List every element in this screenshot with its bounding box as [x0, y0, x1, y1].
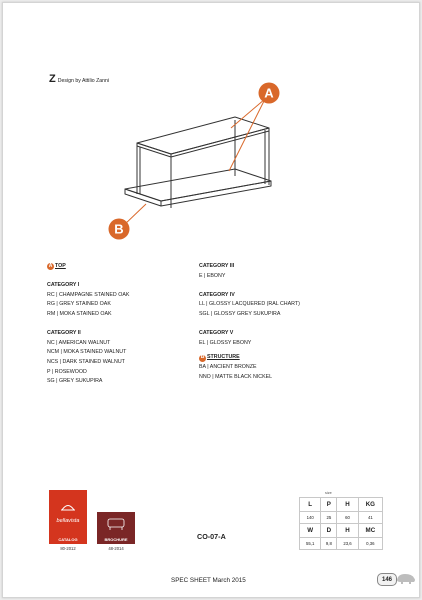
top-board-front	[137, 143, 171, 157]
brand-logo: Z	[49, 73, 56, 85]
dimensions-caption: size	[325, 491, 332, 495]
dim-header: H	[337, 523, 358, 537]
brochure-date: 48-2014	[108, 546, 124, 551]
finish-item: NCS | DARK STAINED WALNUT	[47, 358, 125, 365]
finish-item: EL | GLOSSY EBONY	[199, 339, 252, 346]
finish-item: E | EBONY	[199, 272, 226, 279]
category-4-title: CATEGORY IV	[199, 291, 235, 298]
base-board-front	[125, 189, 161, 206]
dim-value: 0,36	[358, 538, 382, 550]
finish-item: NC | AMERICAN WALNUT	[47, 339, 111, 346]
finish-item: SGL | GLOSSY GREY SUKUPIRA	[199, 310, 281, 317]
dim-header: H	[337, 498, 358, 512]
finish-item: NCM | MOKA STAINED WALNUT	[47, 349, 127, 356]
structure-section-label: STRUCTURE	[207, 354, 240, 361]
top-board-side	[171, 128, 269, 157]
catalog-date: 80-2012	[60, 546, 76, 551]
finish-item: NNO | MATTE BLACK NICKEL	[199, 373, 273, 380]
dim-value: 41	[358, 512, 382, 524]
dim-header: KG	[358, 498, 382, 512]
dim-header: P	[321, 498, 337, 512]
dim-header: L	[300, 498, 321, 512]
category-3-title: CATEGORY III	[199, 263, 235, 269]
catalog-logo-icon	[49, 492, 87, 520]
catalog-cover	[49, 490, 87, 544]
dim-value: 25	[321, 512, 337, 524]
category-2-title: CATEGORY II	[47, 330, 81, 337]
hippo-icon	[395, 571, 417, 585]
brochure-label: BROCHURE	[104, 537, 128, 542]
finish-item: P | ROSEWOOD	[47, 368, 87, 375]
category-5-title: CATEGORY V	[199, 330, 234, 337]
callout-a-label: A	[264, 85, 274, 101]
dim-value: 60	[337, 512, 358, 524]
finish-item: RG | GREY STAINED OAK	[47, 301, 111, 308]
structure-badge-icon: B	[200, 354, 205, 361]
finish-item: RC | CHAMPAGNE STAINED OAK	[47, 291, 130, 298]
base-board-side	[161, 181, 271, 206]
brochure-cover	[97, 512, 135, 544]
product-drawing	[3, 3, 419, 263]
brochure-logo-icon	[97, 514, 135, 536]
dim-value: 140	[300, 512, 321, 524]
dim-value: 9,8	[321, 538, 337, 550]
catalog-label: CATALOG	[58, 537, 78, 542]
structure-section-header	[199, 353, 300, 363]
finish-item: BA | ANCIENT BRONZE	[199, 363, 257, 370]
top-badge-icon: A	[48, 263, 53, 269]
dimensions-table	[299, 497, 383, 550]
dim-value: 23,6	[337, 538, 358, 550]
callout-b-label: B	[114, 221, 124, 237]
footer-text: SPEC SHEET March 2015	[171, 577, 246, 584]
dim-header: MC	[358, 523, 382, 537]
dim-value: 55,1	[300, 538, 321, 550]
finishes-right-column	[199, 262, 300, 382]
finishes-left-column	[47, 262, 129, 387]
finish-item: LL | GLOSSY LACQUERED (RAL CHART)	[199, 301, 300, 308]
category-1-title: CATEGORY I	[47, 282, 80, 289]
product-code: CO-07-A	[197, 532, 226, 541]
finish-item: SG | GREY SUKUPIRA	[47, 378, 103, 385]
designer-name: Design by Attilio Zanni	[57, 78, 110, 84]
dim-header: W	[300, 523, 321, 537]
top-section-label: TOP	[55, 263, 66, 269]
finish-item: RM | MOKA STAINED OAK	[47, 310, 112, 317]
top-section-header	[47, 262, 129, 272]
page-number: 146	[377, 573, 397, 586]
catalog-brand: bellavista	[56, 518, 80, 524]
dim-header: D	[321, 523, 337, 537]
spec-sheet-page	[2, 2, 420, 598]
